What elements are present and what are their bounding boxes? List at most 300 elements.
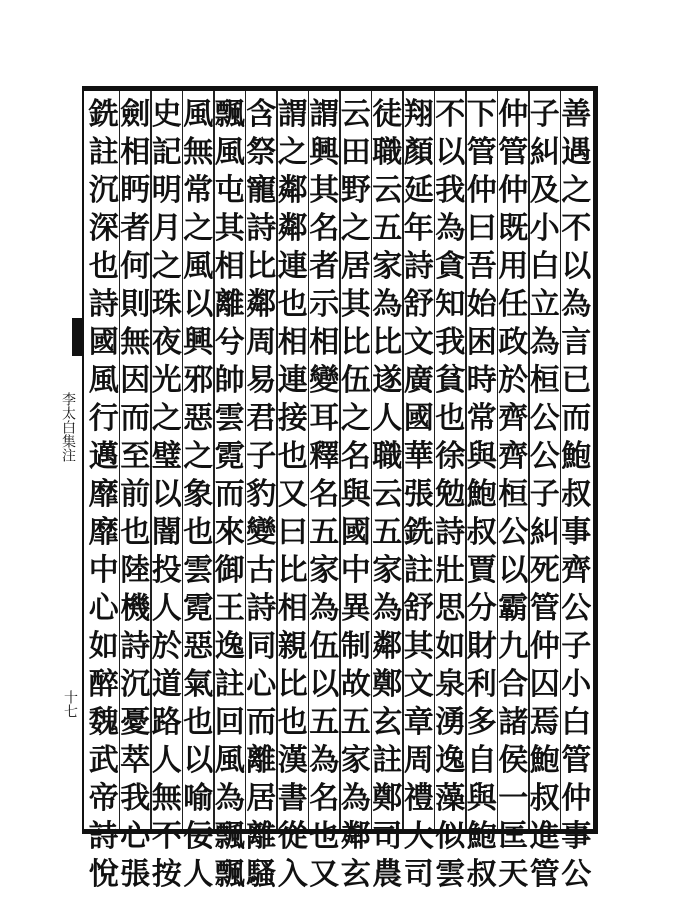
text-character: 中 — [88, 553, 119, 588]
text-character: 相 — [277, 325, 308, 360]
text-column — [340, 96, 372, 892]
text-character: 帝 — [88, 781, 119, 816]
text-character: 伍 — [309, 629, 340, 664]
text-character: 我 — [435, 173, 466, 208]
text-character: 來 — [214, 515, 245, 550]
text-character: 離 — [246, 819, 277, 854]
text-character: 似 — [435, 819, 466, 854]
text-character: 無 — [183, 135, 214, 170]
text-character: 司 — [372, 819, 403, 854]
text-character: 勉 — [435, 477, 466, 512]
text-character: 其 — [214, 211, 245, 246]
text-character: 以 — [435, 135, 466, 170]
text-character: 按 — [151, 857, 182, 892]
text-character: 月 — [151, 211, 182, 246]
text-character: 離 — [214, 287, 245, 322]
text-character: 飄 — [214, 819, 245, 854]
text-character: 公 — [529, 439, 560, 474]
text-character: 田 — [340, 135, 371, 170]
text-character: 記 — [151, 135, 182, 170]
text-character: 糾 — [529, 515, 560, 550]
text-character: 古 — [246, 553, 277, 588]
text-character: 自 — [466, 743, 497, 778]
text-character: 家 — [372, 249, 403, 284]
text-character: 者 — [120, 211, 151, 246]
text-character: 也 — [120, 515, 151, 550]
text-character: 國 — [403, 401, 434, 436]
text-character: 分 — [466, 591, 497, 626]
frame-left-rule — [82, 86, 84, 834]
text-character: 如 — [435, 629, 466, 664]
text-character: 子 — [561, 629, 592, 664]
text-character: 謂 — [309, 97, 340, 132]
text-character: 桓 — [498, 477, 529, 512]
text-character: 離 — [246, 743, 277, 778]
text-character: 之 — [277, 135, 308, 170]
text-character: 囚 — [529, 667, 560, 702]
text-column — [372, 96, 404, 892]
text-character: 靡 — [88, 515, 119, 550]
text-character: 比 — [246, 249, 277, 284]
text-column — [498, 96, 530, 892]
text-character: 霸 — [498, 591, 529, 626]
text-character: 糾 — [529, 135, 560, 170]
text-character: 九 — [498, 629, 529, 664]
text-character: 接 — [277, 401, 308, 436]
fish-tail-mark — [72, 318, 84, 356]
text-character: 詩 — [246, 591, 277, 626]
text-character: 鮑 — [466, 477, 497, 512]
text-character: 沉 — [88, 173, 119, 208]
text-character: 含 — [246, 97, 277, 132]
text-character: 叔 — [561, 477, 592, 512]
text-character: 管 — [498, 135, 529, 170]
text-character: 而 — [214, 477, 245, 512]
text-character: 璧 — [151, 439, 182, 474]
text-character: 湧 — [435, 705, 466, 740]
text-character: 珠 — [151, 287, 182, 322]
text-character: 親 — [277, 629, 308, 664]
text-character: 御 — [214, 553, 245, 588]
text-character: 詩 — [435, 515, 466, 550]
text-character: 章 — [403, 705, 434, 740]
text-character: 不 — [151, 819, 182, 854]
text-character: 風 — [88, 363, 119, 398]
text-character: 常 — [466, 401, 497, 436]
text-character: 及 — [529, 173, 560, 208]
text-character: 因 — [120, 363, 151, 398]
text-character: 惡 — [183, 629, 214, 664]
text-character: 賈 — [466, 553, 497, 588]
text-character: 管 — [466, 135, 497, 170]
text-character: 為 — [372, 287, 403, 322]
text-character: 而 — [120, 401, 151, 436]
text-character: 也 — [183, 515, 214, 550]
text-character: 沉 — [120, 667, 151, 702]
text-character: 史 — [151, 97, 182, 132]
text-character: 舒 — [403, 591, 434, 626]
text-character: 不 — [435, 97, 466, 132]
text-character: 與 — [340, 477, 371, 512]
text-character: 釋 — [309, 439, 340, 474]
text-character: 為 — [435, 211, 466, 246]
text-character: 財 — [466, 629, 497, 664]
text-character: 銑 — [88, 97, 119, 132]
text-character: 靡 — [88, 477, 119, 512]
text-character: 為 — [372, 591, 403, 626]
text-character: 謂 — [277, 97, 308, 132]
text-character: 而 — [246, 705, 277, 740]
text-character: 霓 — [183, 591, 214, 626]
text-character: 至 — [120, 439, 151, 474]
text-character: 伍 — [340, 363, 371, 398]
text-character: 貪 — [435, 249, 466, 284]
text-character: 小 — [561, 667, 592, 702]
text-character: 侯 — [498, 743, 529, 778]
text-character: 年 — [403, 211, 434, 246]
text-character: 諸 — [498, 705, 529, 740]
text-character: 言 — [561, 325, 592, 360]
text-character: 合 — [498, 667, 529, 702]
text-character: 為 — [309, 591, 340, 626]
text-character: 喻 — [183, 781, 214, 816]
text-column — [183, 96, 215, 892]
text-character: 人 — [372, 401, 403, 436]
text-character: 匡 — [498, 819, 529, 854]
text-character: 大 — [403, 819, 434, 854]
text-character: 禮 — [403, 781, 434, 816]
text-character: 之 — [340, 211, 371, 246]
text-character: 一 — [498, 781, 529, 816]
text-character: 子 — [246, 439, 277, 474]
text-column — [561, 96, 593, 892]
text-character: 管 — [529, 857, 560, 892]
text-character: 比 — [340, 325, 371, 360]
text-character: 註 — [88, 135, 119, 170]
text-character: 以 — [498, 553, 529, 588]
text-character: 帥 — [214, 363, 245, 398]
text-character: 興 — [183, 325, 214, 360]
text-character: 政 — [498, 325, 529, 360]
text-character: 國 — [88, 325, 119, 360]
text-character: 子 — [529, 97, 560, 132]
text-character: 豹 — [246, 477, 277, 512]
text-character: 華 — [403, 439, 434, 474]
text-character: 玄 — [372, 705, 403, 740]
text-character: 劍 — [120, 97, 151, 132]
text-character: 鄰 — [277, 173, 308, 208]
text-character: 入 — [277, 857, 308, 892]
text-column — [435, 96, 467, 892]
text-character: 光 — [151, 363, 182, 398]
text-character: 寵 — [246, 173, 277, 208]
margin-title: 李太白集注 — [60, 392, 76, 462]
text-character: 也 — [277, 439, 308, 474]
text-character: 註 — [403, 553, 434, 588]
text-column — [529, 96, 561, 892]
text-character: 名 — [340, 439, 371, 474]
text-character: 無 — [120, 325, 151, 360]
text-character: 路 — [151, 705, 182, 740]
text-character: 人 — [183, 857, 214, 892]
text-character: 詩 — [88, 819, 119, 854]
text-character: 氣 — [183, 667, 214, 702]
text-character: 前 — [120, 477, 151, 512]
text-character: 國 — [340, 515, 371, 550]
text-character: 異 — [340, 591, 371, 626]
text-character: 翔 — [403, 97, 434, 132]
text-character: 延 — [403, 173, 434, 208]
text-character: 居 — [246, 781, 277, 816]
text-character: 鄭 — [372, 667, 403, 702]
text-character: 農 — [372, 857, 403, 892]
text-character: 常 — [183, 173, 214, 208]
text-character: 舒 — [403, 287, 434, 322]
text-character: 君 — [246, 401, 277, 436]
text-character: 機 — [120, 591, 151, 626]
text-character: 事 — [561, 819, 592, 854]
text-character: 鮑 — [561, 439, 592, 474]
text-character: 其 — [309, 173, 340, 208]
text-character: 公 — [561, 591, 592, 626]
text-character: 仲 — [466, 173, 497, 208]
margin-page-number: 十七 — [62, 690, 78, 718]
text-character: 齊 — [498, 401, 529, 436]
text-character: 張 — [120, 857, 151, 892]
text-character: 五 — [372, 211, 403, 246]
text-character: 比 — [277, 667, 308, 702]
text-character: 銑 — [403, 515, 434, 550]
text-character: 霓 — [214, 439, 245, 474]
text-character: 野 — [340, 173, 371, 208]
text-character: 書 — [277, 781, 308, 816]
text-character: 變 — [309, 363, 340, 398]
text-character: 飄 — [214, 857, 245, 892]
text-character: 周 — [403, 743, 434, 778]
text-character: 我 — [120, 781, 151, 816]
text-character: 仲 — [498, 173, 529, 208]
text-character: 白 — [529, 249, 560, 284]
text-character: 為 — [340, 781, 371, 816]
text-character: 則 — [120, 287, 151, 322]
text-character: 文 — [403, 325, 434, 360]
text-character: 藻 — [435, 781, 466, 816]
text-character: 佞 — [183, 819, 214, 854]
text-character: 鄭 — [372, 781, 403, 816]
text-character: 也 — [435, 401, 466, 436]
text-character: 註 — [214, 667, 245, 702]
text-column — [88, 96, 120, 892]
text-character: 云 — [372, 477, 403, 512]
text-character: 公 — [529, 401, 560, 436]
text-character: 逸 — [214, 629, 245, 664]
text-character: 困 — [466, 325, 497, 360]
text-character: 興 — [309, 135, 340, 170]
text-character: 憂 — [120, 705, 151, 740]
text-character: 泉 — [435, 667, 466, 702]
text-character: 立 — [529, 287, 560, 322]
text-character: 家 — [340, 743, 371, 778]
text-character: 進 — [529, 819, 560, 854]
text-character: 周 — [246, 325, 277, 360]
text-character: 比 — [277, 553, 308, 588]
text-character: 詩 — [120, 629, 151, 664]
text-character: 悅 — [88, 857, 119, 892]
text-column — [466, 96, 498, 892]
text-character: 為 — [309, 743, 340, 778]
text-character: 飄 — [214, 97, 245, 132]
text-character: 名 — [309, 781, 340, 816]
text-character: 下 — [466, 97, 497, 132]
text-character: 詩 — [403, 249, 434, 284]
text-character: 故 — [340, 667, 371, 702]
text-character: 善 — [561, 97, 592, 132]
text-character: 連 — [277, 249, 308, 284]
text-character: 而 — [561, 401, 592, 436]
text-character: 以 — [151, 477, 182, 512]
text-character: 遇 — [561, 135, 592, 170]
text-character: 漢 — [277, 743, 308, 778]
text-character: 思 — [435, 591, 466, 626]
text-character: 小 — [529, 211, 560, 246]
text-character: 顏 — [403, 135, 434, 170]
text-character: 桓 — [529, 363, 560, 398]
text-character: 象 — [183, 477, 214, 512]
text-character: 張 — [403, 477, 434, 512]
text-character: 鄰 — [340, 819, 371, 854]
text-character: 仲 — [529, 629, 560, 664]
text-character: 之 — [561, 173, 592, 208]
text-character: 五 — [372, 515, 403, 550]
text-character: 徒 — [372, 97, 403, 132]
text-character: 邪 — [183, 363, 214, 398]
text-character: 風 — [183, 249, 214, 284]
text-character: 人 — [151, 743, 182, 778]
text-character: 叔 — [466, 515, 497, 550]
text-character: 始 — [466, 287, 497, 322]
text-character: 死 — [529, 553, 560, 588]
text-character: 也 — [183, 705, 214, 740]
text-character: 公 — [498, 515, 529, 550]
text-character: 相 — [277, 591, 308, 626]
text-character: 心 — [120, 819, 151, 854]
text-character: 風 — [214, 743, 245, 778]
text-character: 五 — [340, 705, 371, 740]
text-character: 以 — [309, 667, 340, 702]
text-character: 武 — [88, 743, 119, 778]
text-character: 也 — [309, 819, 340, 854]
text-column — [403, 96, 435, 892]
text-character: 無 — [151, 781, 182, 816]
text-character: 人 — [151, 591, 182, 626]
text-character: 明 — [151, 173, 182, 208]
text-character: 比 — [372, 325, 403, 360]
text-character: 眄 — [120, 173, 151, 208]
text-character: 行 — [88, 401, 119, 436]
text-character: 王 — [214, 591, 245, 626]
text-column — [151, 96, 183, 892]
text-character: 焉 — [529, 705, 560, 740]
text-character: 天 — [498, 857, 529, 892]
text-character: 其 — [340, 287, 371, 322]
text-character: 闇 — [151, 515, 182, 550]
text-character: 鮑 — [529, 743, 560, 778]
text-character: 從 — [277, 819, 308, 854]
text-character: 風 — [183, 97, 214, 132]
text-character: 廣 — [403, 363, 434, 398]
text-character: 易 — [246, 363, 277, 398]
text-character: 遂 — [372, 363, 403, 398]
text-character: 也 — [277, 287, 308, 322]
text-character: 曰 — [466, 211, 497, 246]
text-character: 職 — [372, 439, 403, 474]
text-character: 用 — [498, 249, 529, 284]
text-column — [277, 96, 309, 892]
text-character: 制 — [340, 629, 371, 664]
text-character: 相 — [120, 135, 151, 170]
text-character: 已 — [561, 363, 592, 398]
text-character: 名 — [309, 477, 340, 512]
text-character: 雲 — [183, 553, 214, 588]
text-character: 風 — [214, 135, 245, 170]
text-character: 云 — [372, 173, 403, 208]
text-character: 深 — [88, 211, 119, 246]
text-character: 司 — [403, 857, 434, 892]
text-character: 投 — [151, 553, 182, 588]
text-character: 邁 — [88, 439, 119, 474]
text-character: 玄 — [340, 857, 371, 892]
text-character: 名 — [309, 211, 340, 246]
text-character: 以 — [183, 287, 214, 322]
text-character: 以 — [183, 743, 214, 778]
text-character: 相 — [214, 249, 245, 284]
text-character: 中 — [340, 553, 371, 588]
text-character: 為 — [561, 287, 592, 322]
text-character: 文 — [403, 667, 434, 702]
text-character: 為 — [214, 781, 245, 816]
text-character: 多 — [466, 705, 497, 740]
text-character: 夜 — [151, 325, 182, 360]
text-character: 相 — [309, 325, 340, 360]
text-character: 陸 — [120, 553, 151, 588]
text-character: 示 — [309, 287, 340, 322]
text-character: 回 — [214, 705, 245, 740]
text-character: 鮑 — [466, 819, 497, 854]
text-character: 之 — [340, 401, 371, 436]
text-character: 與 — [466, 439, 497, 474]
text-character: 道 — [151, 667, 182, 702]
text-character: 註 — [372, 743, 403, 778]
text-character: 居 — [340, 249, 371, 284]
text-character: 之 — [183, 211, 214, 246]
text-character: 鄰 — [246, 287, 277, 322]
text-character: 事 — [561, 515, 592, 550]
text-character: 魏 — [88, 705, 119, 740]
text-character: 齊 — [561, 553, 592, 588]
text-character: 家 — [309, 553, 340, 588]
text-character: 連 — [277, 363, 308, 398]
text-character: 鄰 — [277, 211, 308, 246]
text-character: 利 — [466, 667, 497, 702]
text-character: 不 — [561, 211, 592, 246]
text-character: 也 — [277, 705, 308, 740]
text-character: 以 — [561, 249, 592, 284]
text-character: 祭 — [246, 135, 277, 170]
text-character: 仲 — [561, 781, 592, 816]
text-character: 耳 — [309, 401, 340, 436]
text-character: 萃 — [120, 743, 151, 778]
text-character: 於 — [498, 363, 529, 398]
